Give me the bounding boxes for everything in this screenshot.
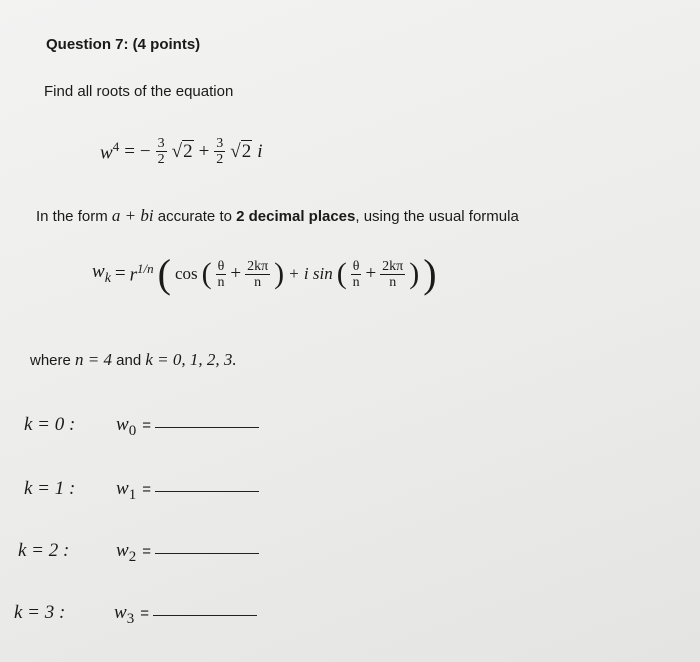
form-instruction: In the form a + bi accurate to 2 decimal places, using the usual formula (36, 206, 519, 225)
answer-row-k3: k = 3 : $w_3$ = (14, 602, 257, 628)
answer-row-k1: k = 1 : $w_1$ = (24, 478, 259, 504)
answer-blank-w3[interactable] (153, 614, 257, 616)
de-moivre-formula: $w_k$ = $r^{1/n}$ ( cos ( $\frac{\theta}{n}$ + $\frac{2k\pi}{n}$ ) + i sin ( $\frac{\theta}{n}$ + $\frac{2k\pi}{n}$ ) ) (92, 251, 437, 296)
answer-blank-w0[interactable] (155, 426, 259, 428)
instruction-text: Find all roots of the equation (44, 83, 234, 100)
question-header: Question 7: (4 points) (46, 36, 201, 53)
main-equation: $w^4$ = − $\frac{3}{2}$ √2 + $\frac{3}{2}$ √2 i (100, 136, 263, 167)
answer-blank-w1[interactable] (155, 490, 259, 492)
answer-row-k2: k = 2 : $w_2$ = (18, 540, 259, 566)
answer-blank-w2[interactable] (155, 552, 259, 554)
where-text: where n = 4 and k = 0, 1, 2, 3. (30, 350, 237, 369)
answer-row-k0: k = 0 : $w_0$ = (24, 414, 259, 440)
